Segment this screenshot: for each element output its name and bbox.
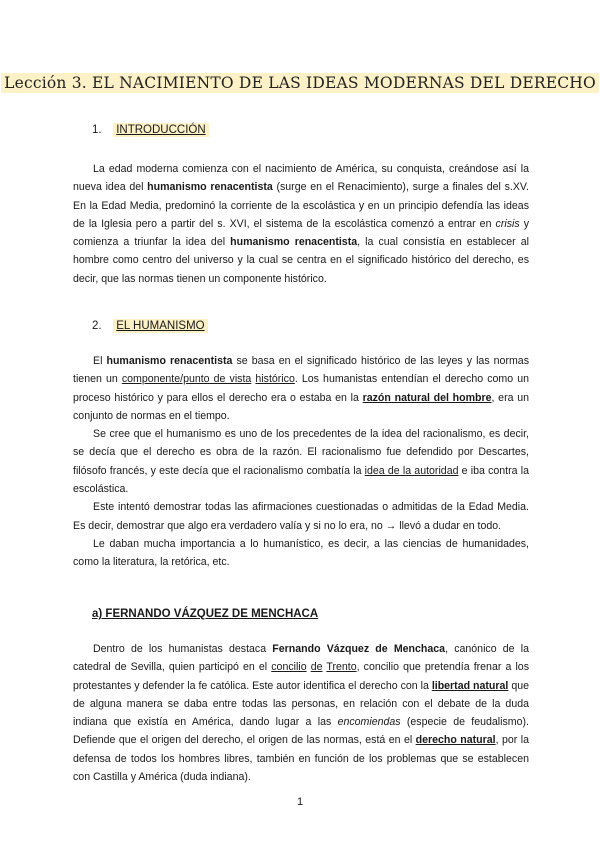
subsection-label: a) FERNANDO VÁZQUEZ DE MENCHACA — [92, 608, 319, 620]
section-number: 2. — [92, 320, 102, 332]
text: , la cual consistía en establecer al hombre como centro del universo y la cual se centra en el significado histórico del derecho, es decir, que las normas tienen un componente histórico. — [73, 236, 529, 285]
paragraph — [73, 498, 529, 535]
intro-paragraph — [73, 160, 529, 288]
menchaca-paragraph — [73, 640, 529, 786]
bold-underlined-term: derecho natural — [415, 734, 496, 747]
bold-underlined-term: razón natural del hombre — [362, 391, 492, 404]
text: que de alguna manera se daba entre todas las personas, en relación con el debate de la duda indiana que existía en América, dando lugar a las — [73, 679, 529, 729]
text: , era un conjunto de normas en el tiempo. — [73, 391, 529, 422]
bold-term: humanismo renacentista — [147, 181, 273, 194]
text: El — [93, 355, 107, 367]
bold-term: Fernando Vázquez de Menchaca — [272, 643, 446, 655]
bold-term: humanismo renacentista — [106, 355, 233, 367]
text: se basa en el significado histórico de las leyes y las normas tienen un — [73, 355, 529, 386]
text: Le daban mucha importancia a lo humanístico, es decir, a las ciencias de humanidades, como la literatura, la retórica, etc. — [73, 537, 529, 569]
underlined-term: idea de la autoridad — [364, 464, 459, 477]
italic-term: encomiendas — [337, 716, 401, 729]
paragraph — [73, 352, 529, 425]
text: e iba contra la escolástica. — [73, 464, 529, 496]
text: La edad moderna comienza con el nacimiento de América, su conquista, creándose así la nueva idea del — [73, 163, 529, 194]
underlined-term: de — [310, 661, 323, 674]
section-number: 1. — [92, 124, 102, 136]
section-heading-humanismo — [92, 320, 208, 332]
underlined-term: histórico — [255, 373, 295, 386]
text: , canónico de la catedral de Sevilla, quien participó en el — [73, 643, 529, 674]
lesson-title — [0, 74, 600, 92]
page-number: 1 — [296, 796, 304, 808]
text: Este intentó demostrar todas las afirmaciones cuestionadas o admitidas de la Edad Media. Es decir, demostrar que algo era verdadero valía y si no lo era, no → llevó a dudar en todo. — [73, 501, 529, 532]
underlined-term: Trento — [326, 661, 357, 674]
italic-term: crisis — [495, 217, 520, 230]
paragraph — [73, 425, 529, 498]
section-label: EL HUMANISMO — [113, 319, 207, 333]
text: Dentro de los humanistas destaca — [93, 643, 273, 655]
underlined-term: concilio — [271, 661, 307, 674]
text: (surge en el Renacimiento), surge a finales del s.XV. En la Edad Media, predominó la corriente de la escolástica y en un principio defendía las ideas de la Iglesia pero a partir del s. XVI, el sistema de la escolástica comenzó a entrar en — [73, 181, 529, 230]
paragraph — [73, 535, 529, 572]
text: (especie de feudalismo). Defiende que el origen del derecho, el origen de las normas, está en el — [73, 716, 529, 747]
text: , por la defensa de todos los hombres libres, también en función de los problemas que se establecen con Castilla y América (duda indiana). — [73, 734, 530, 784]
subsection-heading-menchaca — [92, 608, 318, 620]
bold-underlined-term: libertad natural — [431, 679, 509, 692]
text: y comienza a triunfar la idea del — [73, 217, 529, 249]
text: . Los humanistas entendían el derecho como un proceso histórico y para ellos el derecho era o estaba en la — [73, 373, 529, 404]
paragraph — [73, 160, 529, 288]
paragraph — [73, 640, 529, 786]
section-heading-introduccion — [92, 124, 209, 136]
lesson-title-text: Lección 3. EL NACIMIENTO DE LAS IDEAS MODERNAS DEL DERECHO — [1, 73, 599, 93]
text: Se cree que el humanismo es uno de los precedentes de la idea del racionalismo, es decir, se decía que el derecho es obra de la razón. El racionalismo fue defendido por Descartes, filósofo francés, y este decía que el racionalismo combatía la — [73, 428, 529, 477]
underlined-term: componente/punto de vista — [121, 373, 252, 386]
humanismo-paragraphs — [73, 352, 529, 572]
text: , concilio que pretendía frenar a los protestantes y defender la fe católica. Este autor identifica el derecho con la — [73, 661, 529, 692]
section-label: INTRODUCCIÓN — [113, 123, 208, 137]
bold-term: humanismo renacentista — [230, 236, 358, 249]
